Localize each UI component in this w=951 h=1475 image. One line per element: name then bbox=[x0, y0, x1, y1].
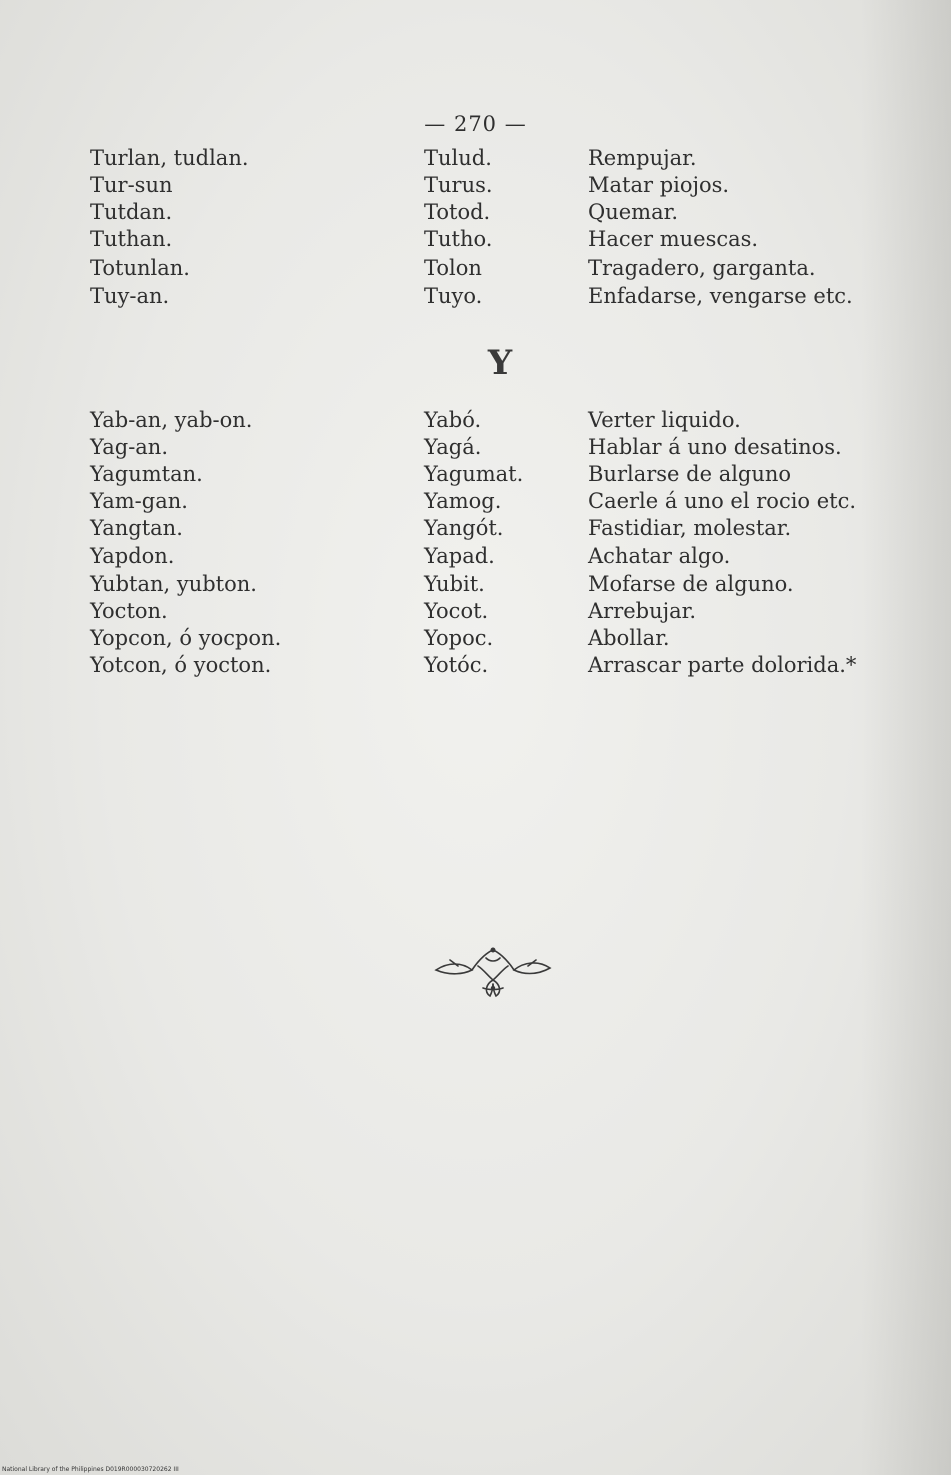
entry-root: Yamog. bbox=[424, 489, 502, 513]
entry-bisaya-term: Tuthan. bbox=[90, 227, 173, 251]
entry-spanish-meaning: Mofarse de alguno. bbox=[588, 572, 794, 596]
entry-root: Totod. bbox=[424, 200, 491, 224]
entry-bisaya-term: Yubtan, yubton. bbox=[90, 572, 257, 596]
entry-root: Tolon bbox=[424, 256, 482, 280]
entry-spanish-meaning: Tragadero, garganta. bbox=[588, 256, 816, 280]
entry-root: Yapad. bbox=[424, 544, 495, 568]
entry-spanish-meaning: Matar piojos. bbox=[588, 173, 730, 197]
entry-spanish-meaning: Arrascar parte dolorida.* bbox=[588, 653, 857, 677]
entry-root: Yagumat. bbox=[424, 462, 524, 486]
entry-bisaya-term: Yagumtan. bbox=[90, 462, 203, 486]
entry-root: Yopoc. bbox=[424, 626, 494, 650]
page-number: — 270 — bbox=[424, 112, 527, 136]
entry-bisaya-term: Tur-sun bbox=[90, 173, 173, 197]
entry-bisaya-term: Yab-an, yab-on. bbox=[90, 408, 253, 432]
entry-spanish-meaning: Hacer muescas. bbox=[588, 227, 759, 251]
entry-root: Yangót. bbox=[424, 516, 504, 540]
entry-root: Tutho. bbox=[424, 227, 493, 251]
entry-root: Tuyo. bbox=[424, 284, 483, 308]
entry-bisaya-term: Yocton. bbox=[90, 599, 168, 623]
entry-root: Yagá. bbox=[424, 435, 482, 459]
entry-bisaya-term: Tuy-an. bbox=[90, 284, 170, 308]
entry-bisaya-term: Yag-an. bbox=[90, 435, 169, 459]
entry-spanish-meaning: Verter liquido. bbox=[588, 408, 741, 432]
entry-bisaya-term: Yopcon, ó yocpon. bbox=[90, 626, 282, 650]
entry-bisaya-term: Tutdan. bbox=[90, 200, 173, 224]
entry-bisaya-term: Totunlan. bbox=[90, 256, 190, 280]
entry-spanish-meaning: Arrebujar. bbox=[588, 599, 697, 623]
entry-spanish-meaning: Burlarse de alguno bbox=[588, 462, 792, 486]
entry-spanish-meaning: Quemar. bbox=[588, 200, 679, 224]
entry-root: Yocot. bbox=[424, 599, 489, 623]
entry-root: Yubit. bbox=[424, 572, 485, 596]
entry-root: Tulud. bbox=[424, 146, 492, 170]
entry-bisaya-term: Yotcon, ó yocton. bbox=[90, 653, 272, 677]
floral-ornament-icon bbox=[428, 940, 558, 1002]
entry-root: Turus. bbox=[424, 173, 493, 197]
entry-spanish-meaning: Caerle á uno el rocio etc. bbox=[588, 489, 857, 513]
entry-bisaya-term: Yapdon. bbox=[90, 544, 175, 568]
entry-spanish-meaning: Rempujar. bbox=[588, 146, 697, 170]
entry-spanish-meaning: Fastidiar, molestar. bbox=[588, 516, 792, 540]
entry-bisaya-term: Yam-gan. bbox=[90, 489, 188, 513]
entry-spanish-meaning: Enfadarse, vengarse etc. bbox=[588, 284, 853, 308]
entry-spanish-meaning: Abollar. bbox=[588, 626, 670, 650]
entry-root: Yotóc. bbox=[424, 653, 489, 677]
archive-footer: National Library of the Philippines D019R000030720262 III bbox=[2, 1466, 179, 1473]
entry-root: Yabó. bbox=[424, 408, 482, 432]
section-heading-y: Y bbox=[487, 343, 513, 383]
page-edge-shadow bbox=[861, 0, 951, 1475]
entry-spanish-meaning: Hablar á uno desatinos. bbox=[588, 435, 842, 459]
entry-bisaya-term: Yangtan. bbox=[90, 516, 183, 540]
entry-spanish-meaning: Achatar algo. bbox=[588, 544, 731, 568]
entry-bisaya-term: Turlan, tudlan. bbox=[90, 146, 249, 170]
